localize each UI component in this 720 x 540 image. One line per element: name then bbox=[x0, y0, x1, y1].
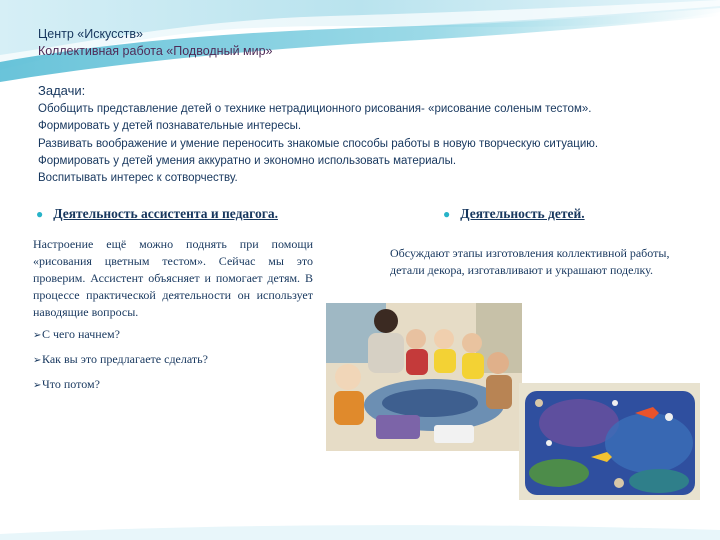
question-item bbox=[33, 376, 208, 401]
question-text: Что потом? bbox=[42, 377, 100, 391]
tasks-block bbox=[38, 82, 708, 187]
question-text: С чего начнем? bbox=[42, 327, 120, 341]
bullet-icon: ● bbox=[36, 207, 44, 221]
task-item: Воспитывать интерес к сотворчеству. bbox=[38, 172, 238, 185]
children-paragraph: Обсуждают этапы изготовления коллективной работы, детали декора, изготавливают и украшают поделку. bbox=[390, 246, 670, 277]
slide-header bbox=[38, 26, 698, 60]
task-item: Развивать воображение и умение переносить знакомые способы работы в новую творческую ситуацию. bbox=[38, 137, 599, 150]
task-item: Обобщить представление детей о технике нетрадиционного рисования- «рисование соленым тестом». bbox=[38, 103, 592, 116]
task-item: Формировать у детей умения аккуратно и экономно использовать материалы. bbox=[38, 154, 457, 167]
center-title: Центр «Искусств» bbox=[38, 27, 143, 41]
children-working-photo bbox=[326, 303, 522, 451]
children-heading-text: Деятельность детей. bbox=[460, 206, 585, 221]
assistant-paragraph: Настроение ещё можно поднять при помощи «рисования цветным тестом». Сейчас мы это проверим. Ассистент объясняет и помогает детям. В процессе практической деятельности он использует наводящие вопросы. bbox=[33, 237, 313, 319]
tasks-heading: Задачи: bbox=[38, 83, 86, 98]
underwater-world-artwork-photo bbox=[519, 383, 700, 500]
assistant-activity-heading bbox=[36, 206, 278, 222]
task-item: Формировать у детей познавательные интересы. bbox=[38, 120, 302, 133]
arrow-bullet-icon: ➢ bbox=[33, 355, 42, 366]
question-text: Как вы это предлагаете сделать? bbox=[42, 352, 208, 366]
assistant-heading-text: Деятельность ассистента и педагога. bbox=[53, 206, 278, 221]
question-item bbox=[33, 351, 208, 376]
question-list bbox=[33, 326, 208, 401]
arrow-bullet-icon: ➢ bbox=[33, 380, 42, 391]
work-subtitle: Коллективная работа «Подводный мир» bbox=[38, 44, 273, 58]
children-activity-heading bbox=[443, 206, 585, 222]
bullet-icon: ● bbox=[443, 207, 451, 221]
question-item bbox=[33, 326, 208, 351]
footer-wave-decoration bbox=[0, 520, 720, 540]
arrow-bullet-icon: ➢ bbox=[33, 330, 42, 341]
